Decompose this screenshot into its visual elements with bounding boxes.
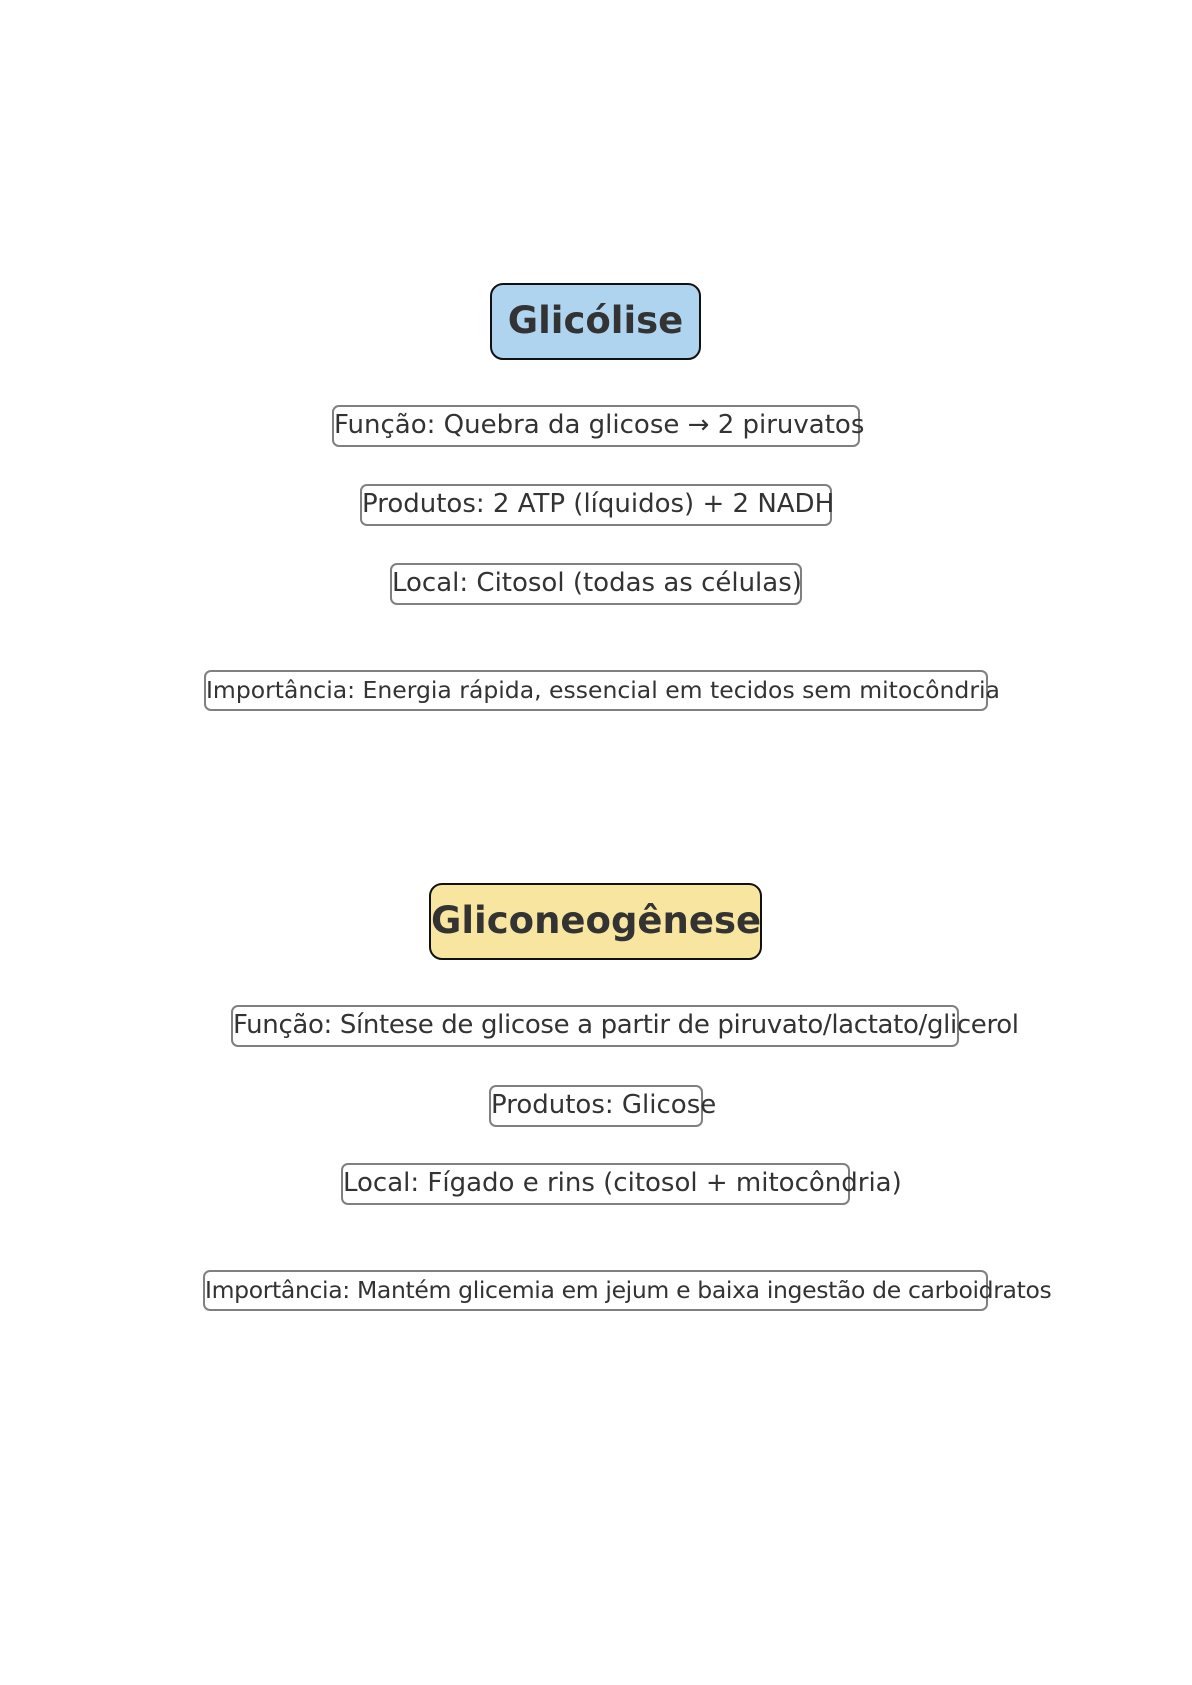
glicolise-title: Glicólise [490, 283, 701, 360]
gliconeogenese-produtos: Produtos: Glicose [489, 1085, 703, 1127]
glicolise-produtos: Produtos: 2 ATP (líquidos) + 2 NADH [360, 484, 832, 526]
gliconeogenese-title: Gliconeogênese [429, 883, 762, 960]
glicolise-funcao: Função: Quebra da glicose → 2 piruvatos [332, 405, 860, 447]
gliconeogenese-funcao: Função: Síntese de glicose a partir de piruvato/lactato/glicerol [231, 1005, 959, 1047]
gliconeogenese-local: Local: Fígado e rins (citosol + mitocôndria) [341, 1163, 850, 1205]
gliconeogenese-importancia: Importância: Mantém glicemia em jejum e baixa ingestão de carboidratos [203, 1270, 988, 1311]
glicolise-importancia: Importância: Energia rápida, essencial em tecidos sem mitocôndria [204, 670, 988, 711]
glicolise-local: Local: Citosol (todas as células) [390, 563, 802, 605]
